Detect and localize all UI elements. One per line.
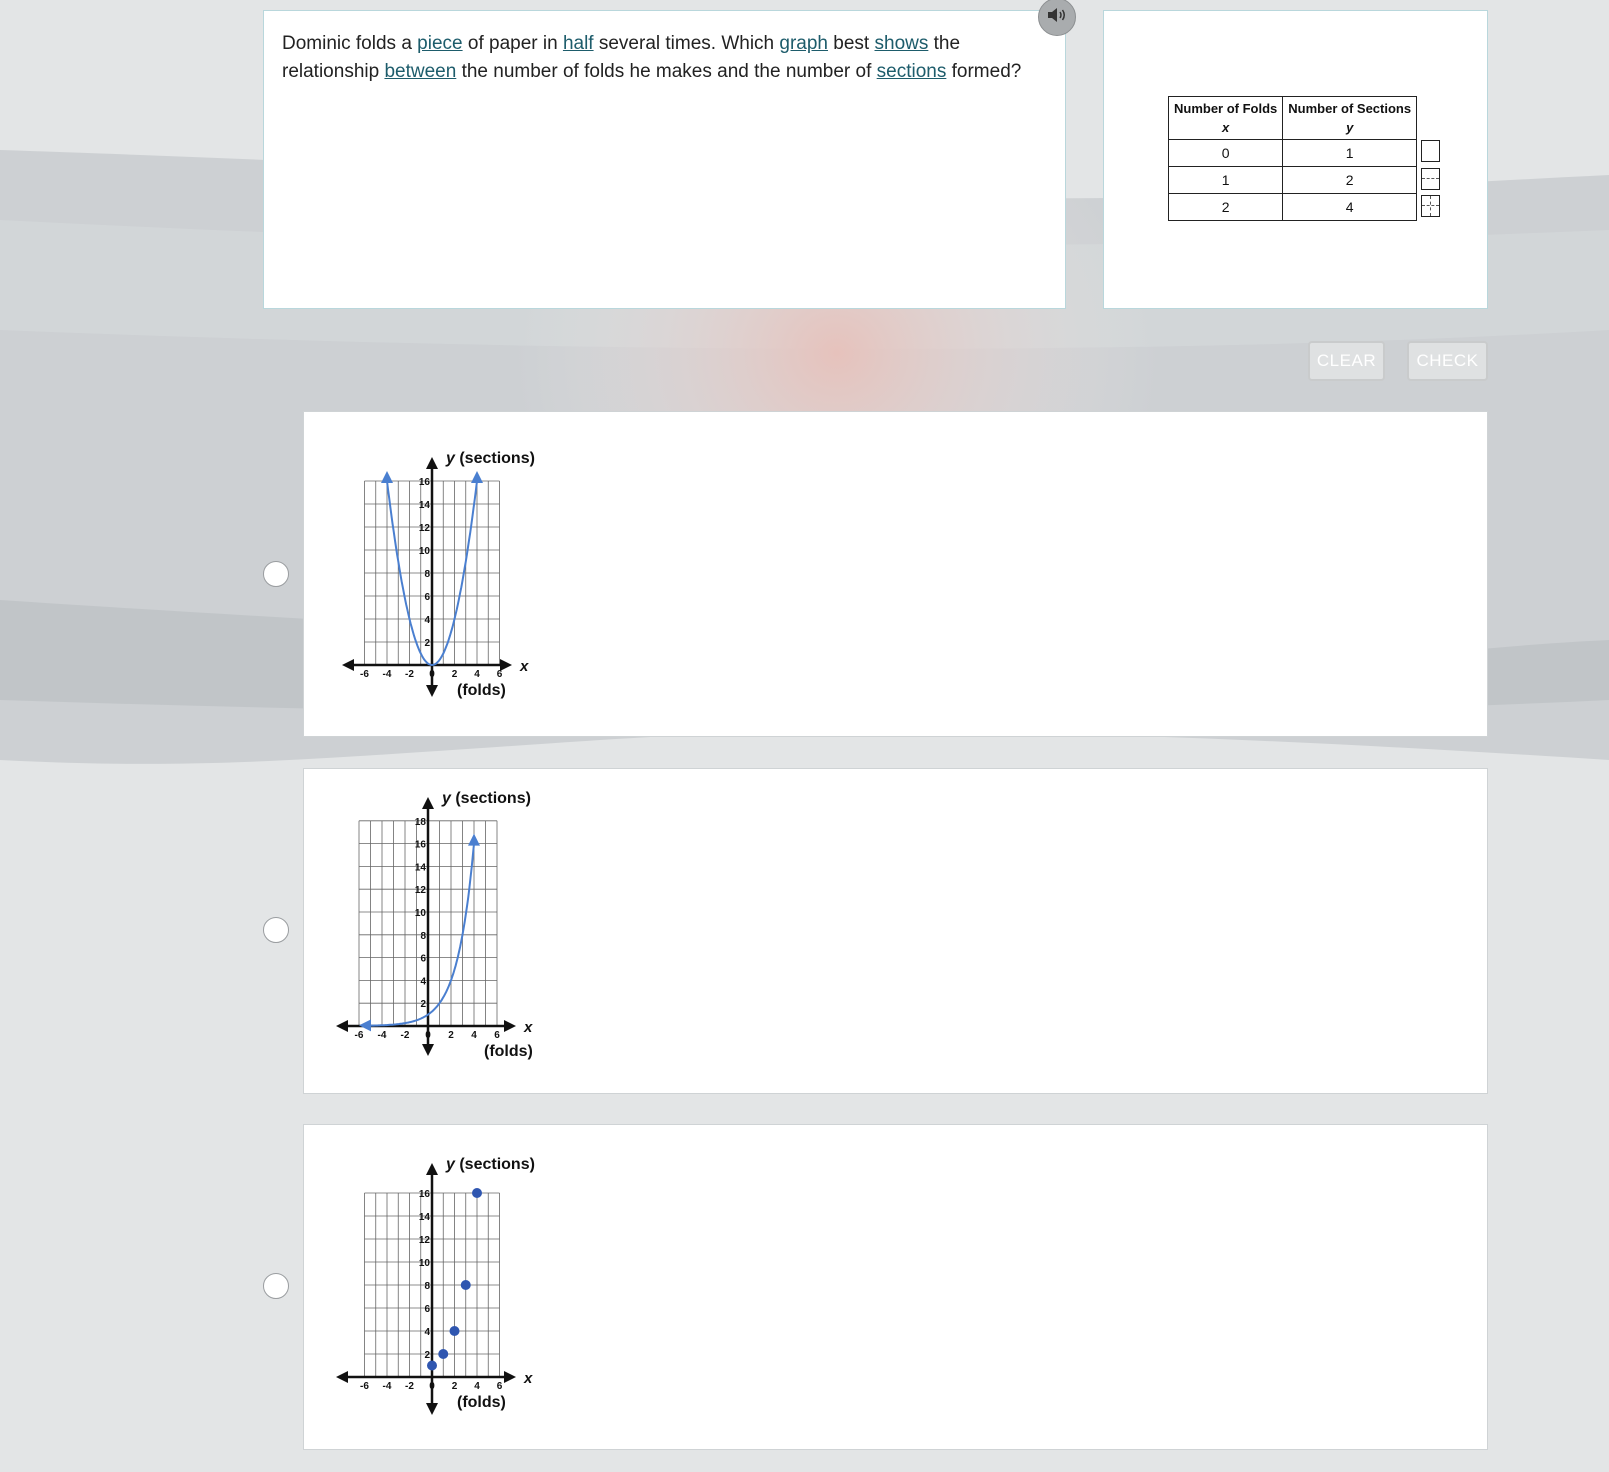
y-tick-label: 2	[420, 999, 426, 1011]
glossary-link[interactable]: graph	[779, 33, 829, 54]
x-tick-label: -6	[354, 1030, 364, 1041]
x-axis-var-label: x	[524, 1019, 533, 1036]
data-point	[450, 1326, 460, 1336]
x-tick-label: -6	[360, 669, 369, 680]
y-tick-label: 6	[420, 953, 426, 965]
y-tick-label: 10	[418, 1258, 430, 1269]
y-tick-label: 18	[414, 816, 426, 828]
x-tick-label: 6	[496, 669, 503, 680]
y-tick-label: 4	[424, 615, 430, 626]
x-axis-arrow-right	[504, 1371, 516, 1383]
table-header-sections: Number of Sections y	[1283, 97, 1417, 140]
y-tick-label: 10	[414, 908, 426, 919]
y-tick-label: 16	[418, 1189, 430, 1200]
check-button[interactable]: CHECK	[1407, 341, 1488, 381]
x-axis-var-label: x	[520, 658, 529, 675]
choice-card-3[interactable]	[303, 1124, 1488, 1450]
question-text-segment: best	[828, 33, 875, 54]
choice-card-1[interactable]	[303, 411, 1488, 737]
y-axis-arrow-up	[426, 457, 438, 469]
y-tick-label: 6	[424, 1304, 430, 1315]
x-axis-arrow-right	[504, 1020, 516, 1032]
glossary-link[interactable]: half	[562, 33, 594, 54]
question-text-segment: the relationship	[282, 33, 961, 82]
y-tick-label: 6	[424, 592, 430, 603]
x-tick-label: 6	[494, 1030, 500, 1041]
table-row	[1169, 167, 1417, 194]
y-tick-label: 4	[420, 976, 426, 988]
choice-graph-parabola	[304, 412, 604, 738]
unfolded-paper-icon	[1421, 140, 1440, 162]
y-tick-label: 8	[420, 930, 426, 942]
x-tick-label: -4	[377, 1030, 387, 1041]
x-tick-label: 6	[496, 1381, 503, 1392]
question-text	[282, 33, 1021, 82]
question-text-segment: the number of folds he makes and the number of	[456, 61, 877, 82]
table-cell: 1	[1169, 167, 1283, 194]
table-cell: 2	[1283, 167, 1417, 194]
table-row	[1169, 194, 1417, 221]
x-axis-label: (folds)	[457, 1394, 506, 1411]
y-tick-label: 12	[414, 885, 426, 897]
data-point	[427, 1361, 437, 1371]
x-tick-label: -4	[382, 669, 392, 680]
x-tick-label: -2	[400, 1030, 410, 1041]
x-tick-label: -6	[360, 1381, 369, 1392]
choice-graph-scatter	[304, 1125, 604, 1451]
folds-table	[1168, 96, 1417, 221]
glossary-link[interactable]: sections	[876, 61, 947, 82]
choice-radio-3[interactable]	[263, 1273, 289, 1299]
y-axis-label: y (sections)	[446, 1156, 535, 1173]
y-axis-label: y (sections)	[442, 790, 531, 807]
table-cell: 1	[1283, 140, 1417, 167]
y-tick-label: 12	[418, 523, 430, 534]
table-panel	[1103, 10, 1488, 309]
clear-button[interactable]: CLEAR	[1308, 341, 1385, 381]
question-text-segment: of paper in	[462, 33, 563, 54]
x-tick-label: -2	[405, 1381, 414, 1392]
y-tick-label: 14	[418, 500, 430, 511]
y-tick-label: 2	[424, 1350, 430, 1361]
y-tick-label: 8	[424, 1281, 430, 1292]
table-header-folds: Number of Folds x	[1169, 97, 1283, 140]
choice-radio-2[interactable]	[263, 917, 289, 943]
y-axis-arrow-up	[422, 797, 434, 809]
y-tick-label: 16	[414, 839, 426, 851]
x-axis-label: (folds)	[457, 682, 506, 699]
question-text-segment: Dominic folds a	[282, 33, 418, 54]
x-tick-label: 0	[429, 1381, 435, 1392]
curve-arrow-up	[468, 834, 480, 846]
x-tick-label: 2	[451, 1381, 458, 1392]
x-axis-arrow-left	[336, 1371, 348, 1383]
x-tick-label: 0	[425, 1030, 431, 1041]
y-axis-arrow-up	[426, 1163, 438, 1175]
x-tick-label: 0	[429, 669, 435, 680]
two-fold-paper-icon	[1421, 195, 1440, 217]
table-cell: 4	[1283, 194, 1417, 221]
x-tick-label: -2	[405, 669, 414, 680]
y-tick-label: 14	[414, 862, 426, 874]
question-text-segment: several times. Which	[593, 33, 780, 54]
table-cell: 2	[1169, 194, 1283, 221]
table-row	[1169, 140, 1417, 167]
y-tick-label: 10	[418, 546, 430, 557]
x-tick-label: 2	[451, 669, 458, 680]
x-tick-label: -4	[382, 1381, 392, 1392]
glossary-link[interactable]: between	[384, 61, 457, 82]
choice-graph-exponential	[304, 769, 604, 1095]
y-axis-arrow-down	[422, 1044, 434, 1056]
y-tick-label: 12	[418, 1235, 430, 1246]
glossary-link[interactable]: piece	[417, 33, 463, 54]
x-axis-var-label: x	[524, 1370, 533, 1387]
curve-arrow-right	[471, 471, 483, 483]
x-tick-label: 2	[448, 1030, 454, 1041]
x-axis-arrow-left	[336, 1020, 348, 1032]
question-text-segment: formed?	[946, 61, 1022, 82]
data-point	[438, 1349, 448, 1359]
y-tick-label: 8	[424, 569, 430, 580]
speaker-icon	[1046, 6, 1068, 29]
x-tick-label: 4	[474, 669, 480, 680]
one-fold-paper-icon	[1421, 168, 1440, 190]
y-axis-label: y (sections)	[446, 450, 535, 467]
data-point	[461, 1280, 471, 1290]
x-axis-label: (folds)	[484, 1043, 533, 1060]
y-tick-label: 14	[418, 1212, 430, 1223]
table-cell: 0	[1169, 140, 1283, 167]
y-axis-arrow-down	[426, 1403, 438, 1415]
glossary-link[interactable]: shows	[874, 33, 929, 54]
x-tick-label: 4	[471, 1030, 477, 1041]
y-tick-label: 4	[424, 1327, 430, 1338]
curve-arrow-left	[381, 471, 393, 483]
x-tick-label: 4	[474, 1381, 480, 1392]
data-point	[472, 1188, 482, 1198]
choice-card-2[interactable]	[303, 768, 1488, 1094]
x-axis-arrow-left	[342, 659, 354, 671]
y-tick-label: 2	[424, 638, 430, 649]
y-axis-arrow-down	[426, 685, 438, 697]
question-panel	[263, 10, 1066, 309]
y-tick-label: 16	[418, 477, 430, 488]
choice-radio-1[interactable]	[263, 561, 289, 587]
